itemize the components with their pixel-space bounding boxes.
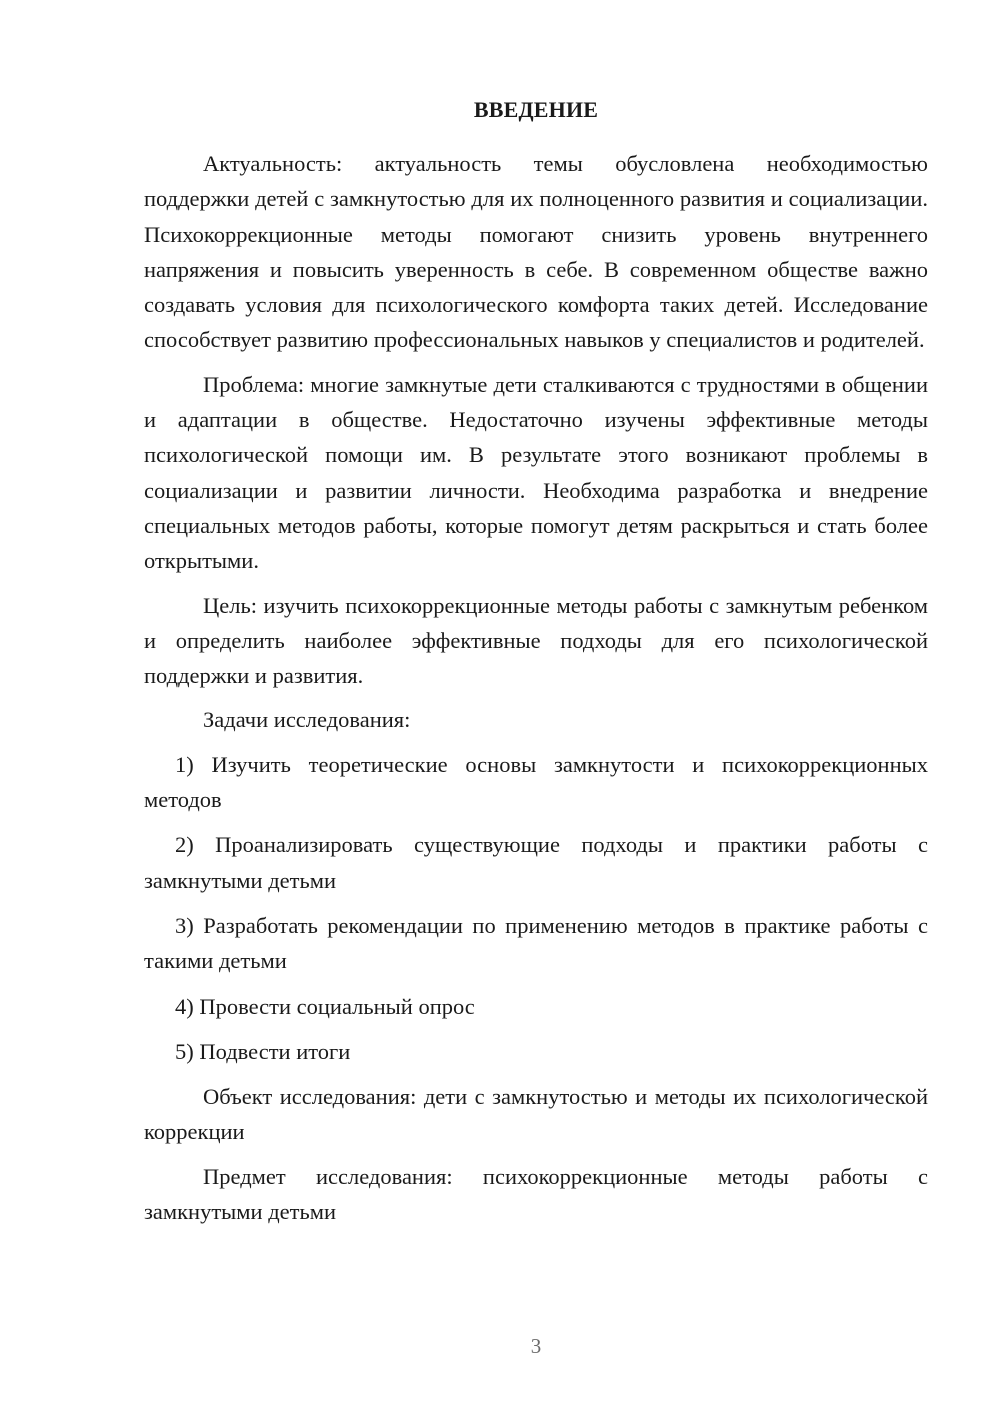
task-item: 5) Подвести итоги bbox=[175, 1038, 351, 1064]
page-number: 3 bbox=[530, 1334, 542, 1358]
goal-paragraph: Цель: изучить психокоррекционные методы работы с замкнутым ребенком и определить наиболее эффективные подходы для его психологической поддержки и развития. bbox=[144, 592, 928, 689]
task-item: 2) Проанализировать существующие подходы и практики работы с замкнутыми детьми bbox=[144, 832, 928, 893]
task-item: 3) Разработать рекомендации по применению методов в практике работы с такими детьми bbox=[144, 912, 928, 974]
tasks-heading: Задачи исследования: bbox=[203, 707, 411, 733]
task-item: 4) Провести социальный опрос bbox=[175, 993, 475, 1019]
page-content bbox=[144, 93, 928, 1238]
relevance-paragraph: Актуальность: актуальность темы обусловлена необходимостью поддержки детей с замкнутостью для их полноценного развития и социализации. Психокоррекционные методы помогают снизить уровень внутреннего напряжения и повысить уверенность в себе. В современном обществе важно создавать условия для психологического комфорта таких детей. Исследование способствует развитию профессиональных навыков у специалистов и родителей. bbox=[144, 151, 928, 353]
problem-paragraph: Проблема: многие замкнутые дети сталкиваются с трудностями в общении и адаптации в обществе. Недостаточно изучены эффективные методы психологической помощи им. В результате этого возникают проблемы в социализации и развитии личности. Необходима разработка и внедрение специальных методов работы, которые помогут детям раскрыться и стать более открытыми. bbox=[144, 371, 928, 574]
subject-paragraph: Предмет исследования: психокоррекционные методы работы с замкнутыми детьми bbox=[144, 1163, 928, 1225]
object-paragraph: Объект исследования: дети с замкнутостью и методы их психологической коррекции bbox=[144, 1084, 928, 1145]
task-item: 1) Изучить теоретические основы замкнутости и психокоррекционных методов bbox=[144, 751, 928, 813]
section-heading: ВВЕДЕНИЕ bbox=[473, 97, 599, 122]
